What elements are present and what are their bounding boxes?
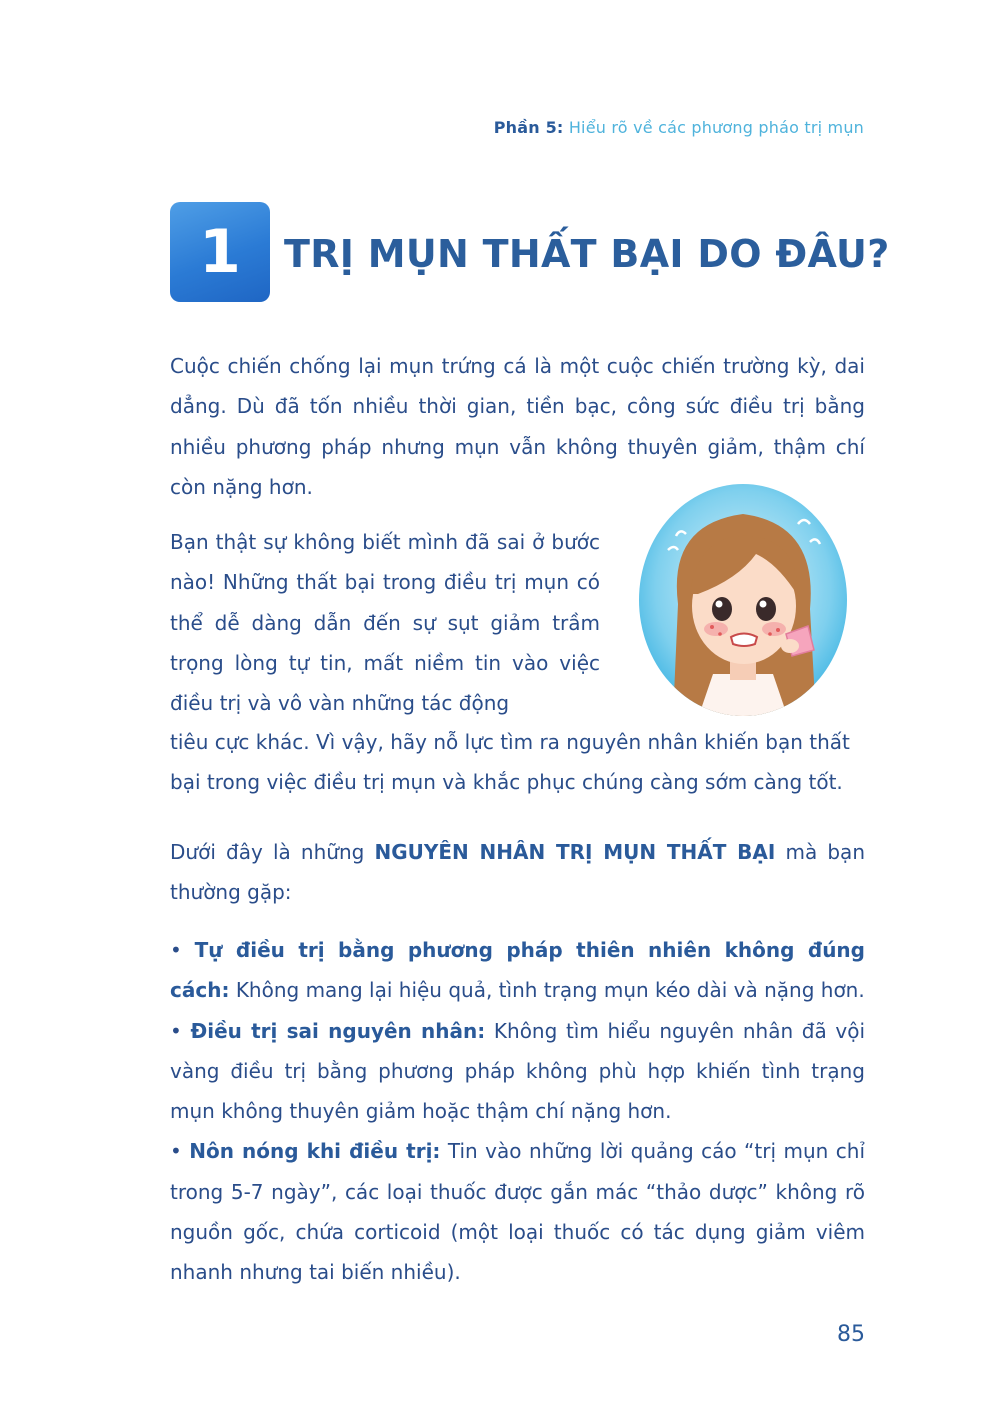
list-item bbox=[170, 930, 865, 1011]
part-title: Hiểu rõ về các phương pháo trị mụn bbox=[568, 118, 864, 137]
bullet-marker: • bbox=[170, 1018, 182, 1043]
causes-intro-bold: NGUYÊN NHÂN TRỊ MỤN THẤT BẠI bbox=[374, 840, 776, 864]
list-item bbox=[170, 1011, 865, 1132]
bullet-title: Nôn nóng khi điều trị: bbox=[189, 1139, 441, 1164]
acne-girl-illustration bbox=[638, 484, 848, 718]
second-paragraph-wrapped: Bạn thật sự không biết mình đã sai ở bước nào! Những thất bại trong điều trị mụn có thể dễ dàng dẫn đến sự sụt giảm trầm trọng lòng tự tin, mất niềm tin vào việc điều trị và vô vàn những tác động bbox=[170, 530, 600, 716]
bullet-marker: • bbox=[170, 1139, 182, 1164]
section-title: TRỊ MỤN THẤT BẠI DO ĐÂU? bbox=[284, 232, 890, 276]
second-paragraph-line-2: bại trong việc điều trị mụn và khắc phục chúng càng sớm càng tốt. bbox=[170, 770, 843, 795]
bullet-text: Tin vào những lời quảng cáo “trị mụn chỉ trong 5-7 ngày”, các loại thuốc được gắn mác “thảo dược” không rõ nguồn gốc, chứa corticoid (một loại thuốc có tác dụng giảm viêm nhanh nhưng tai biến nhiều). bbox=[170, 1139, 866, 1285]
list-item bbox=[170, 1131, 865, 1292]
second-paragraph-line-1: tiêu cực khác. Vì vậy, hãy nỗ lực tìm ra nguyên nhân khiến bạn thất bbox=[170, 730, 850, 754]
page-number: 85 bbox=[837, 1322, 865, 1347]
bullet-marker: • bbox=[170, 938, 182, 962]
section-number-badge: 1 bbox=[170, 202, 270, 302]
causes-intro-before: Dưới đây là những bbox=[170, 840, 375, 864]
causes-intro bbox=[170, 832, 865, 913]
bullet-title: Tự điều trị bằng phương pháp thiên nhiên không đúng cách: bbox=[170, 938, 865, 1003]
intro-paragraph: Cuộc chiến chống lại mụn trứng cá là một cuộc chiến trường kỳ, dai dẳng. Dù đã tốn nhiều thời gian, tiền bạc, công sức điều trị bằng nhiều phương pháp nhưng mụn vẫn không thuyên giảm, thậm chí còn nặng hơn. bbox=[170, 354, 865, 499]
bullet-title: Điều trị sai nguyên nhân: bbox=[190, 1018, 486, 1043]
part-label: Phần 5: bbox=[493, 118, 564, 137]
bullet-text: Không tìm hiểu nguyên nhân đã vội vàng điều trị bằng phương pháp không phù hợp khiến tình trạng mụn không thuyên giảm hoặc thậm chí nặng hơn. bbox=[170, 1018, 865, 1124]
causes-intro-after: mà bạn thường gặp: bbox=[170, 840, 865, 905]
second-paragraph-continuation bbox=[170, 722, 870, 803]
running-header bbox=[494, 118, 864, 137]
bullet-text: Không mang lại hiệu quả, tình trạng mụn kéo dài và nặng hơn. bbox=[235, 978, 865, 1003]
causes-list bbox=[170, 930, 865, 1293]
